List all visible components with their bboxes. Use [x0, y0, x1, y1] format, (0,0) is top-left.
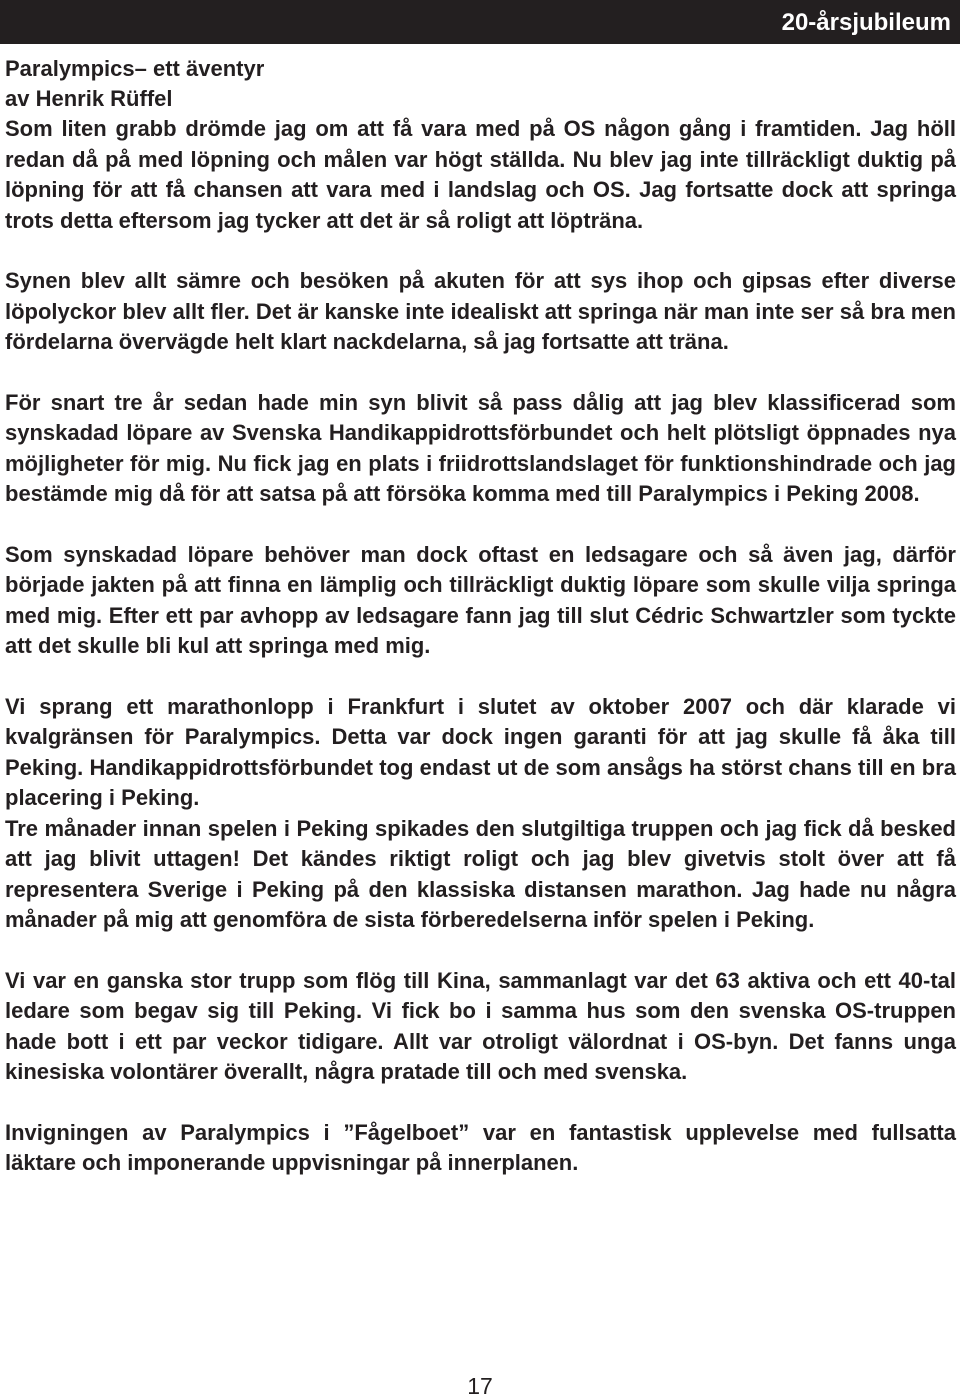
article [5, 54, 956, 1209]
article-title: Paralympics– ett äventyr [5, 56, 265, 81]
paragraph: Vi var en ganska stor trupp som flög till Kina, sammanlagt var det 63 aktiva och ett 40-tal ledare som begav sig till Peking. Vi fick bo i samma hus som den svenska OS-truppen hade bott i ett par veckor tidigare. Allt var otroligt välordnat i OS-byn. Det fanns unga kinesiska volontärer överallt, några pratade till och med svenska. [5, 967, 956, 1084]
paragraph: Som synskadad löpare behöver man dock oftast en ledsagare och så även jag, därför började jakten på att finna en lämplig och tillräckligt duktig löpare som skulle vilja springa med mig. Efter ett par avhopp av ledsagare fann jag till slut Cédric Schwartzler som tyckte att det skulle bli kul att springa med mig. [5, 541, 956, 658]
paragraph: Tre månader innan spelen i Peking spikades den slutgiltiga truppen och jag fick då besked att jag blivit uttagen! Det kändes riktigt roligt och jag blev givetvis stolt över att få representera Sverige i Peking på den klassiska distansen marathon. Jag hade nu några månader på mig att genomföra de sista förberedelserna inför spelen i Peking. [5, 815, 956, 932]
paragraph: Som liten grabb drömde jag om att få vara med på OS någon gång i framtiden. Jag höll redan då på med löpning och målen var högt ställda. Nu blev jag inte tillräckligt duktig på löpning för att få chansen att vara med i landslag och OS. Jag fortsatte dock att springa trots detta eftersom jag tycker att det är så roligt att löpträna. [5, 116, 956, 233]
article-byline: av Henrik Rüffel [5, 86, 173, 111]
header-bar [0, 0, 960, 44]
page-number: 17 [467, 1373, 493, 1399]
paragraph: För snart tre år sedan hade min syn blivit så pass dålig att jag blev klassificerad som synskadad löpare av Svenska Handikappidrottsförbundet och helt plötsligt öppnades nya möjligheter för mig. Nu fick jag en plats i friidrottslandslaget för funktionshindrade och jag bestämde mig då för att satsa på att försöka komma med till Paralympics i Peking 2008. [5, 389, 956, 506]
paragraph: Synen blev allt sämre och besöken på akuten för att sys ihop och gipsas efter diverse löpolyckor blev allt fler. Det är kanske inte idealiskt att springa när man inte ser så bra men fördelarna övervägde helt klart nackdelarna, så jag fortsatte att träna. [5, 268, 956, 354]
section-tag: 20-årsjubileum [781, 9, 951, 36]
paragraph: Invigningen av Paralympics i ”Fågelboet” var en fantastisk upplevelse med fullsatta läktare och imponerande uppvisningar på innerplanen. [5, 1119, 956, 1175]
paragraph: Vi sprang ett marathonlopp i Frankfurt i slutet av oktober 2007 och där klarade vi kvalgränsen för Paralympics. Detta var dock ingen garanti för att jag skulle få åka till Peking. Handikappidrottsförbundet tog endast ut de som ansågs ha störst chans till en bra placering i Peking. [5, 693, 956, 810]
